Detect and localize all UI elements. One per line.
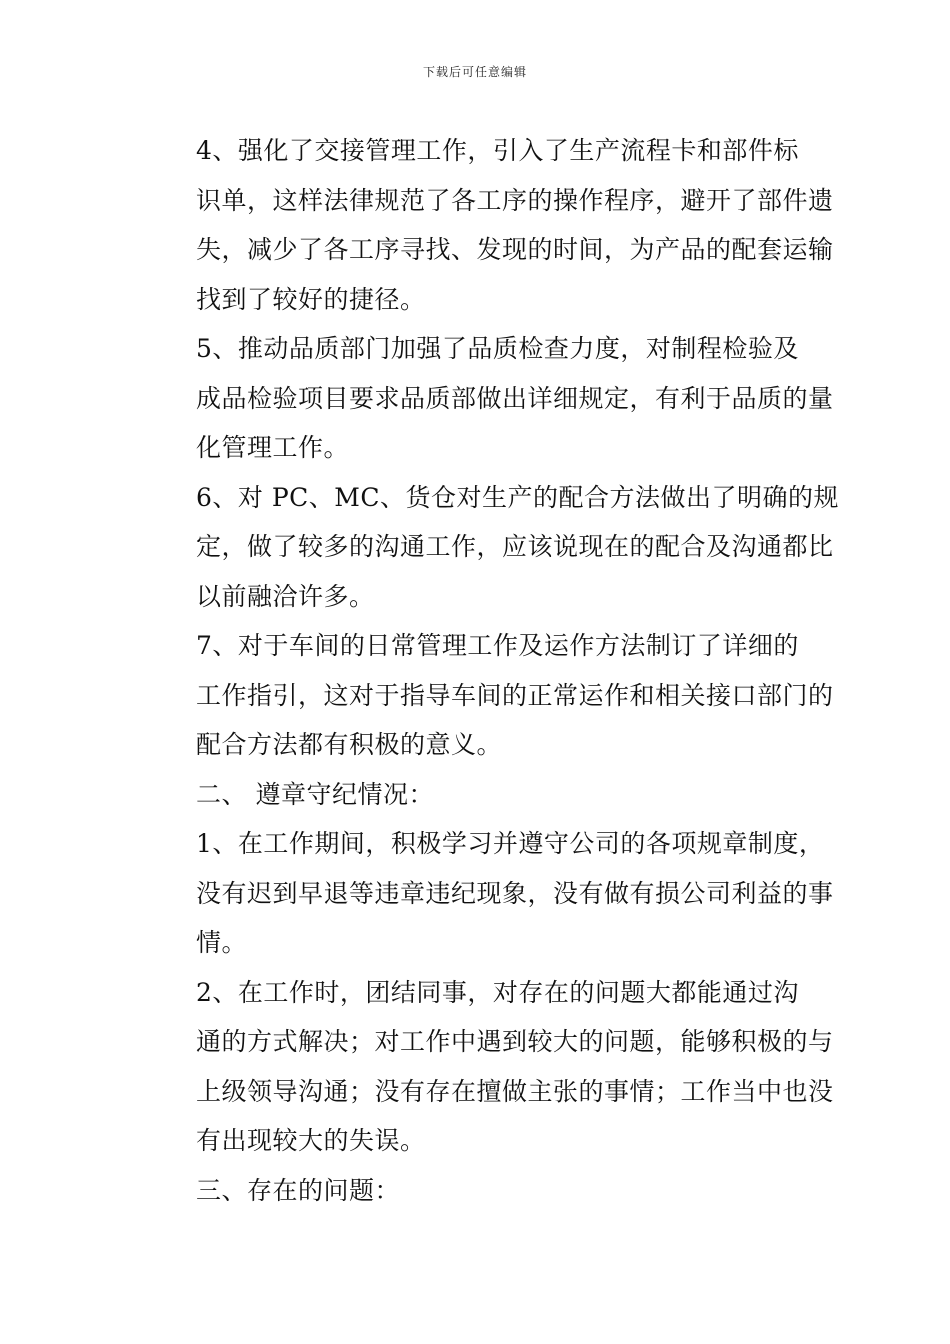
paragraph-item-4 — [146, 126, 834, 324]
text-line: 失，减少了各工序寻找、发现的时间，为产品的配套运输 — [196, 235, 834, 264]
text-line: 上级领导沟通；没有存在擅做主张的事情；工作当中也没 — [196, 1076, 834, 1106]
text-line: 以前融洽许多。 — [196, 581, 375, 611]
text-line: 成品检验项目要求品质部做出详细规定，有利于品质的量 — [196, 383, 834, 413]
text-line: 有出现较大的失误。 — [196, 1126, 426, 1155]
text-line: 找到了较好的捷径。 — [196, 284, 426, 314]
text-line: 化管理工作。 — [196, 433, 350, 462]
text-line: 工作指引，这对于指导车间的正常运作和相关接口部门的 — [196, 680, 834, 710]
text-line: 4、强化了交接管理工作，引入了生产流程卡和部件标 — [196, 136, 799, 165]
paragraph-discipline-2 — [146, 968, 834, 1166]
paragraph-discipline-1 — [146, 819, 834, 968]
text-line: 定，做了较多的沟通工作，应该说现在的配合及沟通都比 — [196, 532, 834, 561]
text-line: 通的方式解决；对工作中遇到较大的问题，能够积极的与 — [196, 1027, 834, 1056]
text-line: 6、对 PC、MC、货仓对生产的配合方法做出了明确的规 — [196, 482, 840, 512]
text-line: 2、在工作时，团结同事，对存在的问题大都能通过沟 — [196, 977, 799, 1007]
page-header: 下载后可任意编辑 — [422, 65, 527, 79]
section-heading-problems — [146, 1166, 806, 1216]
document-body — [146, 126, 840, 1215]
text-line: 情。 — [196, 928, 248, 957]
paragraph-item-6 — [146, 473, 840, 622]
text-line: 5、推动品质部门加强了品质检查力度，对制程检验及 — [196, 334, 799, 363]
paragraph-item-7 — [146, 621, 834, 770]
text-line: 没有迟到早退等违章违纪现象，没有做有损公司利益的事 — [196, 878, 834, 908]
text-line: 识单，这样法律规范了各工序的操作程序，避开了部件遗 — [196, 185, 834, 215]
paragraph-item-5 — [146, 324, 834, 473]
text-line: 配合方法都有积极的意义。 — [196, 730, 503, 759]
section-heading-discipline — [146, 770, 806, 820]
text-line: 二、 遵章守纪情况： — [196, 779, 434, 809]
text-line: 三、存在的问题： — [196, 1175, 401, 1205]
text-line: 1、在工作期间，积极学习并遵守公司的各项规章制度， — [196, 829, 825, 858]
text-line: 7、对于车间的日常管理工作及运作方法制订了详细的 — [196, 631, 799, 660]
